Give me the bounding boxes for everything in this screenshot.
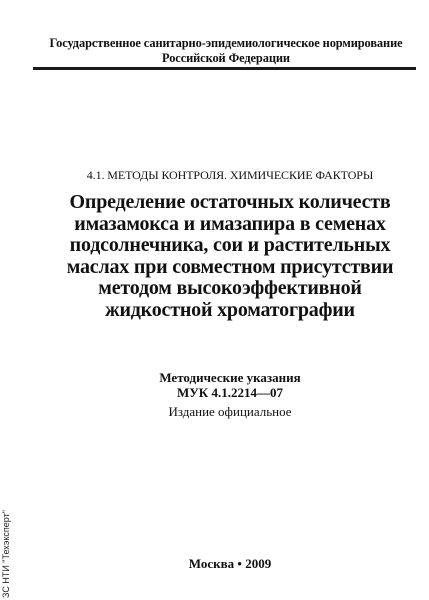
document-title	[30, 192, 429, 322]
header-block	[36, 36, 416, 66]
title-line: жидкостной хроматографии	[105, 298, 355, 321]
edition-note: Издание официальное	[168, 404, 292, 419]
document-type-block	[30, 370, 429, 400]
section-heading: 4.1. МЕТОДЫ КОНТРОЛЯ. ХИМИЧЕСКИЕ ФАКТОРЫ	[86, 168, 374, 182]
imprint: Москва • 2009	[188, 556, 272, 571]
document-code: МУК 4.1.2214—07	[177, 385, 283, 400]
title-line: имазамокса и имазапира в семенах	[74, 212, 386, 235]
title-line: методом высокоэффективной	[98, 277, 362, 300]
title-line: подсолнечника, сои и растительных	[69, 234, 391, 257]
title-line: маслах при совместном присутствии	[66, 255, 394, 278]
title-line: Определение остаточных количеств	[69, 191, 391, 213]
document-type: Методические указания	[159, 370, 301, 385]
header-rule	[33, 67, 416, 70]
header-line-1: Государственное санитарно-эпидемиологическое нормирование	[49, 36, 403, 50]
header-line-2: Российской Федерации	[162, 51, 290, 65]
side-stamp: ЗС НТИ "Техэксперт"	[1, 510, 11, 598]
